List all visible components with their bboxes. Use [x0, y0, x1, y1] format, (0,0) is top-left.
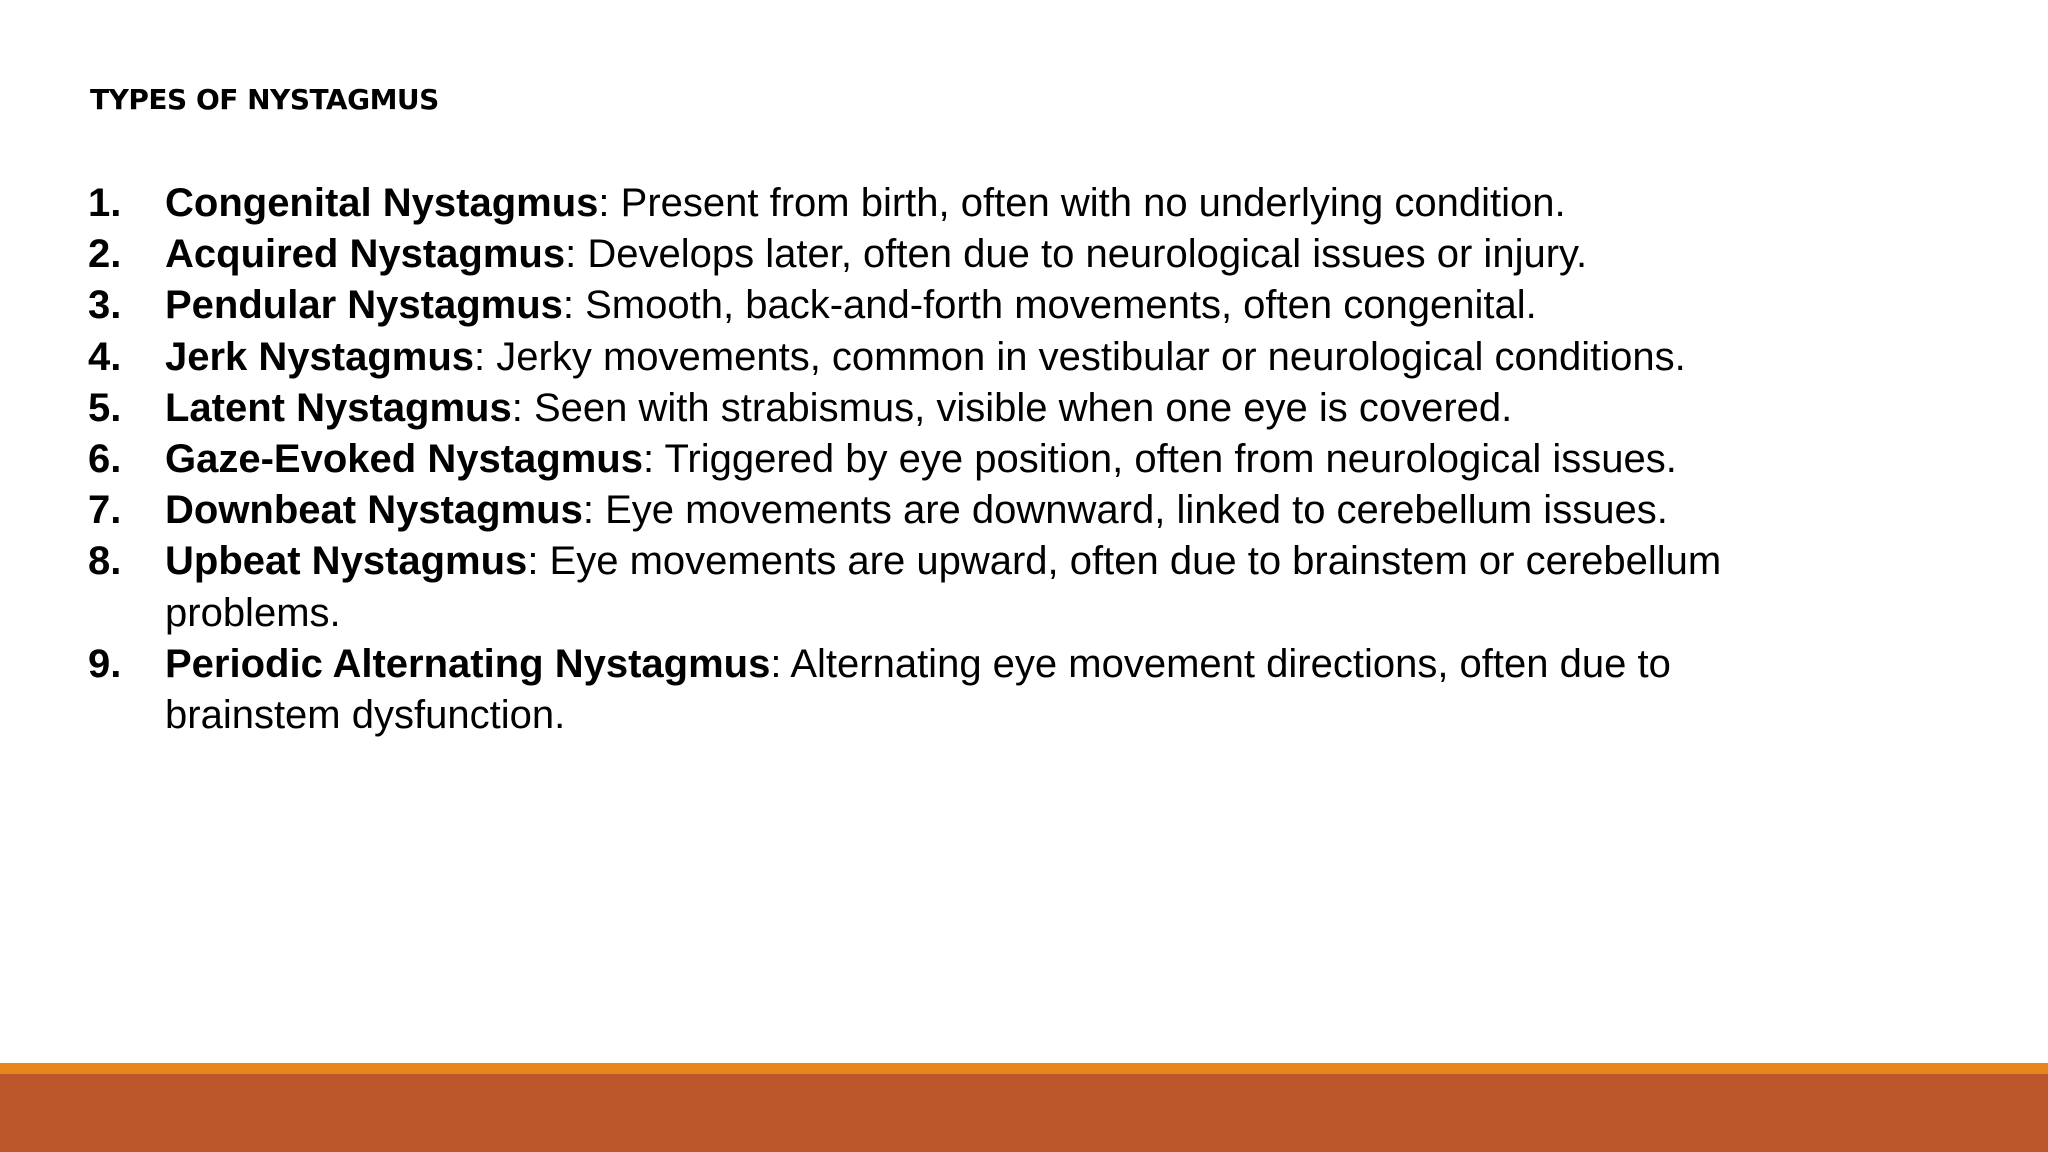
nystagmus-types-list — [88, 178, 1788, 741]
list-item-number: 1. — [88, 181, 122, 225]
slide-title: TYPES OF NYSTAGMUS — [90, 83, 439, 116]
list-item — [88, 280, 1788, 331]
list-item-body — [165, 434, 1788, 485]
list-item-term: Pendular Nystagmus — [165, 283, 563, 328]
list-item-description: : Develops later, often due to neurological issues or injury. — [565, 232, 1588, 277]
list-item-number: 8. — [88, 539, 122, 584]
list-item-term: Periodic Alternating Nystagmus — [165, 641, 771, 686]
list-item-description: : Eye movements are downward, linked to cerebellum issues. — [582, 488, 1668, 533]
list-item — [88, 485, 1788, 536]
list-item-description: : Seen with strabismus, visible when one eye is covered. — [511, 385, 1513, 430]
list-item-number: 9. — [88, 641, 122, 686]
list-item-description: : Eye movements are upward, often due to brainstem or cerebellum problems. — [165, 539, 1722, 635]
list-item — [88, 383, 1788, 434]
list-item-description: : Triggered by eye position, often from neurological issues. — [642, 437, 1677, 482]
list-item-number: 2. — [88, 232, 122, 277]
list-item-body — [165, 332, 1788, 383]
list-item-description: : Smooth, back-and-forth movements, often congenital. — [562, 283, 1537, 328]
list-item-body — [165, 178, 1788, 229]
list-item-term: Latent Nystagmus — [165, 385, 512, 430]
list-item-number: 5. — [88, 385, 122, 430]
list-item-description: : Jerky movements, common in vestibular or neurological conditions. — [474, 334, 1686, 379]
list-item — [88, 229, 1788, 280]
list-item-body — [165, 639, 1788, 741]
list-item-term: Upbeat Nystagmus — [165, 539, 528, 584]
list-item-body — [165, 229, 1788, 280]
list-item-term: Downbeat Nystagmus — [165, 488, 583, 533]
list-item — [88, 536, 1788, 638]
list-item — [88, 639, 1788, 741]
list-item-term: Acquired Nystagmus — [165, 232, 566, 277]
list-item-number: 4. — [88, 334, 122, 379]
list-item-term: Gaze-Evoked Nystagmus — [165, 437, 643, 482]
list-item-body — [165, 485, 1788, 536]
list-item-number: 3. — [88, 283, 122, 328]
list-item — [88, 178, 1788, 229]
list-item — [88, 434, 1788, 485]
list-item-body — [165, 383, 1788, 434]
list-item-term: Congenital Nystagmus — [165, 181, 599, 225]
list-item-description: : Present from birth, often with no underlying condition. — [598, 181, 1566, 225]
list-item-body — [165, 536, 1788, 638]
list-item — [88, 332, 1788, 383]
list-item-number: 7. — [88, 488, 122, 533]
footer-accent-line — [0, 1063, 2048, 1074]
list-item-description: : Alternating eye movement directions, often due to brainstem dysfunction. — [165, 641, 1671, 738]
list-item-body — [165, 280, 1788, 331]
list-item-term: Jerk Nystagmus — [165, 334, 475, 379]
footer-band — [0, 1074, 2048, 1152]
list-item-number: 6. — [88, 437, 122, 482]
